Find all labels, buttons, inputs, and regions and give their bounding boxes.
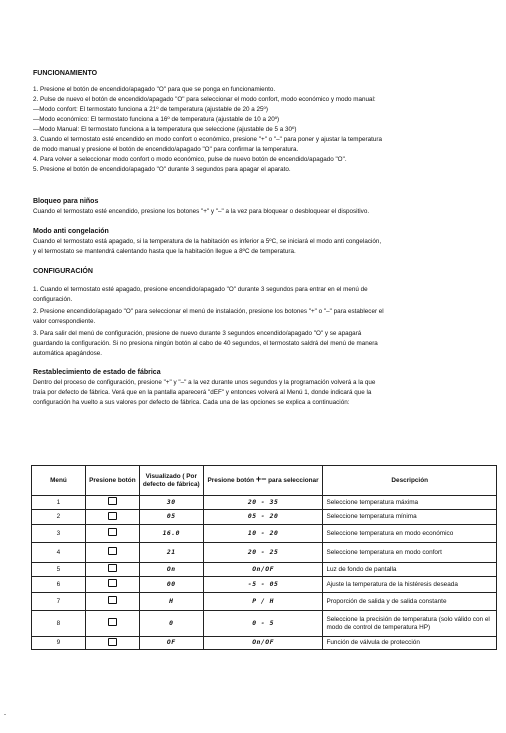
text-line: Dentro del proceso de configuración, presione "+" y "–" a la vez durante unos segundos y la programación volverá a la que [33, 379, 376, 386]
text-line: y el termostato se mantendrá calentando hasta que la habitación llegue a 8ºC de temperatura. [33, 248, 296, 255]
page-footer-mark: - [4, 712, 6, 718]
table-row [32, 593, 497, 611]
menu-number: 5 [32, 563, 86, 577]
text-line: Cuando el termostato esté encendido, presione los botones "+" y "–" a la vez para bloquear o desbloquear el dispositivo. [33, 208, 370, 215]
default-display: OF [139, 637, 203, 650]
power-button-icon [108, 512, 117, 520]
row-description: Seleccione temperatura en modo económico [323, 525, 497, 543]
text-line: 2. Presione encendido/apagado "O" para seleccionar el menú de instalación, presione los botones "+" o "–" para establecer el [33, 308, 384, 315]
header-descripcion: Descripción [323, 466, 497, 496]
power-button-icon [108, 564, 117, 572]
row-description: Ajuste la temperatura de la histéresis deseada [323, 577, 497, 593]
power-button-icon [108, 618, 117, 626]
default-display: H [139, 593, 203, 611]
text-line: Cuando el termostato está apagado, si la temperatura de la habitación es inferior a 5ºC, se iniciará el modo anti congelación, [33, 238, 382, 245]
range-display: 20 - 25 [203, 543, 323, 563]
default-display: 16.0 [139, 525, 203, 543]
text-line: valor correspondiente. [33, 318, 96, 325]
text-line: traía por defecto de fábrica. Verá que en la pantalla aparecerá "dEF" y entonces volverá al Menú 1, donde indicará que la [33, 389, 372, 396]
section-title-configuracion: CONFIGURACIÓN [33, 268, 93, 275]
default-display: 21 [139, 543, 203, 563]
text-line: guardando la configuración. Si no presiona ningún botón al cabo de 40 segundos, el termostato saldrá del menú de manera [33, 340, 378, 347]
text-line: de modo manual y presione el botón de encendido/apagado "O" para confirmar la temperatura. [33, 146, 299, 153]
row-description: Seleccione temperatura máxima [323, 496, 497, 510]
table-row [32, 577, 497, 593]
menu-number: 4 [32, 543, 86, 563]
range-display: 05 - 20 [203, 510, 323, 525]
section-title-anticongelacion: Modo anti congelación [33, 228, 109, 235]
table-row [32, 563, 497, 577]
text-line: 2. Pulse de nuevo el botón de encendido/apagado "O" para seleccionar el modo confort, modo económico y modo manual: [33, 96, 376, 103]
power-button-icon [108, 579, 117, 587]
row-description: Seleccione la precisión de temperatura (solo válido con el modo de control de temperatura HP) [323, 611, 497, 637]
power-button-icon [108, 638, 117, 646]
table-row [32, 543, 497, 563]
range-display: 0 - 5 [203, 611, 323, 637]
default-display: 00 [139, 577, 203, 593]
range-display: P / H [203, 593, 323, 611]
power-button-icon [108, 528, 117, 536]
text-line: 3. Cuando el termostato esté encendido en modo confort o económico, presione "+" o "–" para poner y ajustar la temperatura [33, 136, 383, 143]
text-line: —Modo confort: El termostato funciona a 21º de temperatura (ajustable de 20 a 25º) [33, 106, 268, 113]
row-description: Función de válvula de protección [323, 637, 497, 650]
default-display: 0 [139, 611, 203, 637]
section-title-bloqueo: Bloqueo para niños [33, 198, 99, 205]
header-menu: Menú [32, 466, 86, 496]
header-presione-label: Presione botón [207, 477, 255, 485]
default-display: On [139, 563, 203, 577]
header-para-seleccionar: para seleccionar [268, 477, 319, 485]
menu-number: 9 [32, 637, 86, 650]
menu-number: 6 [32, 577, 86, 593]
text-line: 5. Presione el botón de encendido/apagado "O" durante 3 segundos para apagar el aparato. [33, 166, 291, 173]
table-row [32, 611, 497, 637]
range-display: 10 - 20 [203, 525, 323, 543]
header-presione-boton: Presione botón [85, 466, 139, 496]
menu-number: 3 [32, 525, 86, 543]
table-row [32, 637, 497, 650]
menu-number: 2 [32, 510, 86, 525]
power-button-icon [108, 596, 117, 604]
header-presione-para [203, 466, 323, 496]
text-line: configuración. [33, 296, 73, 303]
row-description: Seleccione temperatura en modo confort [323, 543, 497, 563]
text-line: 3. Para salir del menú de configuración, presione de nuevo durante 3 segundos encendido/apagado "O" y se apagará [33, 330, 362, 337]
table-row [32, 496, 497, 510]
plus-minus-icon: +− [255, 474, 267, 485]
text-line: —Modo económico: El termostato funciona a 16º de temperatura (ajustable de 10 a 20º) [33, 116, 280, 123]
text-line: configuración ha vuelto a sus valores por defecto de fábrica. Cada una de las opciones se explica a continuación: [33, 399, 350, 406]
row-description: Seleccione temperatura mínima [323, 510, 497, 525]
configuration-table [31, 465, 497, 650]
range-display: -5 - 05 [203, 577, 323, 593]
range-display: 20 - 35 [203, 496, 323, 510]
menu-number: 8 [32, 611, 86, 637]
text-line: 1. Cuando el termostato esté apagado, presione encendido/apagado "O" durante 3 segundos para entrar en el menú de [33, 286, 368, 293]
row-description: Luz de fondo de pantalla [323, 563, 497, 577]
table-row [32, 510, 497, 525]
row-description: Proporción de salida y de salida constante [323, 593, 497, 611]
default-display: 05 [139, 510, 203, 525]
text-line: 4. Para volver a seleccionar modo confort o modo económico, pulse de nuevo botón de encendido/apagado "O". [33, 156, 347, 163]
section-title-funcionamiento: FUNCIONAMIENTO [33, 70, 98, 77]
menu-number: 7 [32, 593, 86, 611]
power-button-icon [108, 497, 117, 505]
range-display: On/OF [203, 563, 323, 577]
text-line: 1. Presione el botón de encendido/apagado "O" para que se ponga en funcionamiento. [33, 86, 276, 93]
section-title-restablecimiento: Restablecimiento de estado de fábrica [33, 369, 161, 376]
power-button-icon [108, 547, 117, 555]
header-visualizado: Visualizado ( Por defecto de fábrica) [139, 466, 203, 496]
text-line: automática apagándose. [33, 350, 102, 357]
menu-number: 1 [32, 496, 86, 510]
text-line: —Modo Manual: El termostato funciona a la temperatura que seleccione (ajustable de 5 a 30º) [33, 126, 297, 133]
table-row [32, 525, 497, 543]
range-display: On/OF [203, 637, 323, 650]
default-display: 30 [139, 496, 203, 510]
